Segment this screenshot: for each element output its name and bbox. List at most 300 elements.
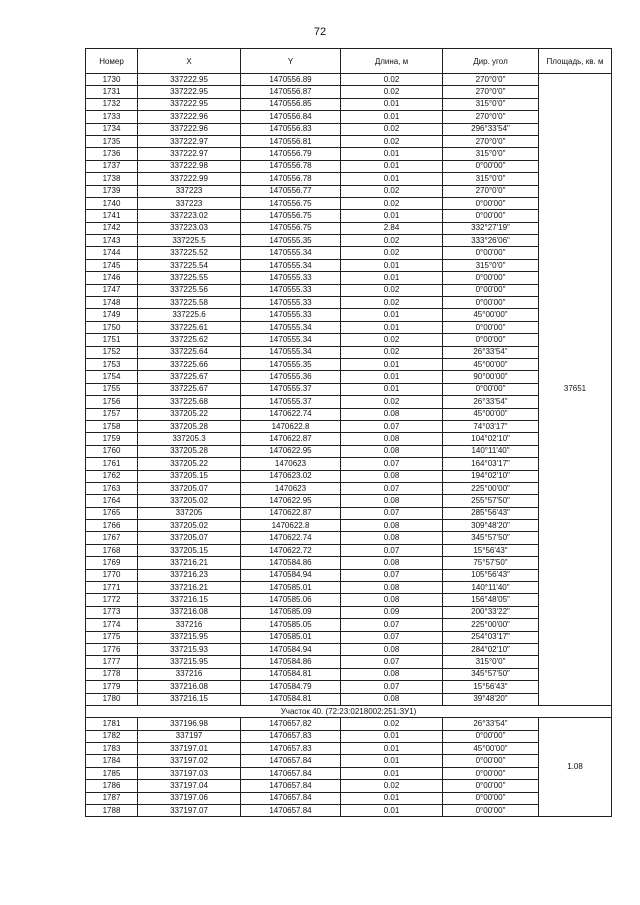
x-coordinate: 337197.01 — [138, 743, 241, 755]
table-row — [86, 569, 612, 581]
point-number: 1780 — [86, 693, 138, 705]
point-number: 1748 — [86, 297, 138, 309]
x-coordinate: 337205.15 — [138, 470, 241, 482]
point-number: 1754 — [86, 371, 138, 383]
bearing-angle: 0°00'00" — [443, 321, 539, 333]
y-coordinate: 1470555.33 — [241, 284, 341, 296]
segment-length: 0.01 — [341, 383, 443, 395]
y-coordinate: 1470555.33 — [241, 309, 341, 321]
x-coordinate: 337205.15 — [138, 544, 241, 556]
table-row — [86, 272, 612, 284]
y-coordinate: 1470623 — [241, 458, 341, 470]
segment-length: 0.02 — [341, 396, 443, 408]
segment-length: 0.02 — [341, 74, 443, 86]
bearing-angle: 309°48'20" — [443, 520, 539, 532]
point-number: 1744 — [86, 247, 138, 259]
table-row — [86, 693, 612, 705]
y-coordinate: 1470623.02 — [241, 470, 341, 482]
point-number: 1731 — [86, 86, 138, 98]
segment-length: 0.02 — [341, 780, 443, 792]
bearing-angle: 105°56'43" — [443, 569, 539, 581]
bearing-angle: 45°00'00" — [443, 743, 539, 755]
x-coordinate: 337222.99 — [138, 173, 241, 185]
table-row — [86, 730, 612, 742]
bearing-angle: 270°0'0" — [443, 135, 539, 147]
segment-length: 0.08 — [341, 433, 443, 445]
section-title: Участок 40. (72:23:0218002:251:ЗУ1) — [86, 705, 612, 717]
segment-length: 0.01 — [341, 259, 443, 271]
segment-length: 0.08 — [341, 643, 443, 655]
point-number: 1779 — [86, 681, 138, 693]
x-coordinate: 337197.02 — [138, 755, 241, 767]
x-coordinate: 337225.62 — [138, 334, 241, 346]
header-y: Y — [241, 49, 341, 74]
bearing-angle: 345°57'50" — [443, 668, 539, 680]
bearing-angle: 26°33'54" — [443, 396, 539, 408]
x-coordinate: 337216 — [138, 668, 241, 680]
bearing-angle: 26°33'54" — [443, 346, 539, 358]
table-row — [86, 507, 612, 519]
x-coordinate: 337222.96 — [138, 123, 241, 135]
segment-length: 0.08 — [341, 557, 443, 569]
table-row — [86, 755, 612, 767]
table-row — [86, 98, 612, 110]
table-row — [86, 309, 612, 321]
table-row — [86, 86, 612, 98]
segment-length: 0.02 — [341, 346, 443, 358]
bearing-angle: 332°27'19" — [443, 222, 539, 234]
point-number: 1761 — [86, 458, 138, 470]
y-coordinate: 1470622.95 — [241, 445, 341, 457]
point-number: 1756 — [86, 396, 138, 408]
point-number: 1732 — [86, 98, 138, 110]
y-coordinate: 1470584.94 — [241, 569, 341, 581]
bearing-angle: 140°11'40" — [443, 582, 539, 594]
x-coordinate: 337197.04 — [138, 780, 241, 792]
table-row — [86, 606, 612, 618]
point-number: 1774 — [86, 619, 138, 631]
x-coordinate: 337215.95 — [138, 656, 241, 668]
x-coordinate: 337225.56 — [138, 284, 241, 296]
y-coordinate: 1470584.86 — [241, 557, 341, 569]
x-coordinate: 337223.03 — [138, 222, 241, 234]
x-coordinate: 337205.3 — [138, 433, 241, 445]
x-coordinate: 337216 — [138, 619, 241, 631]
x-coordinate: 337205.07 — [138, 482, 241, 494]
bearing-angle: 315°0'0" — [443, 173, 539, 185]
x-coordinate: 337222.97 — [138, 148, 241, 160]
table-row — [86, 297, 612, 309]
x-coordinate: 337205.28 — [138, 445, 241, 457]
bearing-angle: 225°00'00" — [443, 482, 539, 494]
x-coordinate: 337216.23 — [138, 569, 241, 581]
segment-length: 0.07 — [341, 482, 443, 494]
x-coordinate: 337205.02 — [138, 495, 241, 507]
point-number: 1738 — [86, 173, 138, 185]
table-row — [86, 358, 612, 370]
bearing-angle: 255°57'50" — [443, 495, 539, 507]
x-coordinate: 337223.02 — [138, 210, 241, 222]
point-number: 1770 — [86, 569, 138, 581]
bearing-angle: 296°33'54" — [443, 123, 539, 135]
segment-length: 0.01 — [341, 767, 443, 779]
bearing-angle: 270°0'0" — [443, 74, 539, 86]
segment-length: 0.02 — [341, 123, 443, 135]
y-coordinate: 1470657.84 — [241, 780, 341, 792]
x-coordinate: 337225.52 — [138, 247, 241, 259]
table-row — [86, 396, 612, 408]
area-value: 1.08 — [539, 718, 612, 817]
point-number: 1765 — [86, 507, 138, 519]
table-row — [86, 718, 612, 730]
x-coordinate: 337223 — [138, 197, 241, 209]
x-coordinate: 337197 — [138, 730, 241, 742]
section-row — [86, 705, 612, 717]
area-value: 37651 — [539, 74, 612, 706]
bearing-angle: 0°00'00" — [443, 334, 539, 346]
bearing-angle: 284°02'10" — [443, 643, 539, 655]
x-coordinate: 337225.66 — [138, 358, 241, 370]
table-row — [86, 631, 612, 643]
x-coordinate: 337222.97 — [138, 135, 241, 147]
bearing-angle: 225°00'00" — [443, 619, 539, 631]
table-row — [86, 334, 612, 346]
x-coordinate: 337216.15 — [138, 594, 241, 606]
segment-length: 0.08 — [341, 495, 443, 507]
bearing-angle: 0°00'00" — [443, 247, 539, 259]
bearing-angle: 200°33'22" — [443, 606, 539, 618]
segment-length: 0.01 — [341, 98, 443, 110]
x-coordinate: 337225.55 — [138, 272, 241, 284]
y-coordinate: 1470556.79 — [241, 148, 341, 160]
point-number: 1786 — [86, 780, 138, 792]
x-coordinate: 337222.96 — [138, 111, 241, 123]
y-coordinate: 1470585.05 — [241, 619, 341, 631]
table-row — [86, 111, 612, 123]
segment-length: 0.01 — [341, 309, 443, 321]
x-coordinate: 337205.07 — [138, 532, 241, 544]
point-number: 1743 — [86, 235, 138, 247]
point-number: 1764 — [86, 495, 138, 507]
table-row — [86, 532, 612, 544]
segment-length: 0.02 — [341, 334, 443, 346]
point-number: 1745 — [86, 259, 138, 271]
bearing-angle: 45°00'00" — [443, 309, 539, 321]
y-coordinate: 1470555.34 — [241, 334, 341, 346]
header-area: Площадь, кв. м — [539, 49, 612, 74]
bearing-angle: 0°00'00" — [443, 210, 539, 222]
x-coordinate: 337197.07 — [138, 805, 241, 817]
bearing-angle: 0°00'00" — [443, 160, 539, 172]
x-coordinate: 337205.22 — [138, 408, 241, 420]
point-number: 1739 — [86, 185, 138, 197]
y-coordinate: 1470556.78 — [241, 160, 341, 172]
bearing-angle: 0°00'00" — [443, 272, 539, 284]
header-x: X — [138, 49, 241, 74]
segment-length: 0.01 — [341, 111, 443, 123]
segment-length: 0.08 — [341, 445, 443, 457]
point-number: 1775 — [86, 631, 138, 643]
segment-length: 0.08 — [341, 470, 443, 482]
bearing-angle: 90°00'00" — [443, 371, 539, 383]
point-number: 1733 — [86, 111, 138, 123]
point-number: 1767 — [86, 532, 138, 544]
y-coordinate: 1470555.34 — [241, 259, 341, 271]
point-number: 1746 — [86, 272, 138, 284]
segment-length: 0.08 — [341, 408, 443, 420]
y-coordinate: 1470555.36 — [241, 371, 341, 383]
table-row — [86, 284, 612, 296]
y-coordinate: 1470555.33 — [241, 272, 341, 284]
y-coordinate: 1470657.84 — [241, 767, 341, 779]
point-number: 1769 — [86, 557, 138, 569]
header-angle: Дир. угол — [443, 49, 539, 74]
x-coordinate: 337223 — [138, 185, 241, 197]
x-coordinate: 337205.28 — [138, 420, 241, 432]
bearing-angle: 45°00'00" — [443, 408, 539, 420]
table-row — [86, 247, 612, 259]
point-number: 1757 — [86, 408, 138, 420]
bearing-angle: 26°33'54" — [443, 718, 539, 730]
segment-length: 0.02 — [341, 718, 443, 730]
table-row — [86, 767, 612, 779]
y-coordinate: 1470556.83 — [241, 123, 341, 135]
table-row — [86, 544, 612, 556]
bearing-angle: 345°57'50" — [443, 532, 539, 544]
header-number: Номер — [86, 49, 138, 74]
point-number: 1750 — [86, 321, 138, 333]
bearing-angle: 140°11'40" — [443, 445, 539, 457]
bearing-angle: 0°00'00" — [443, 383, 539, 395]
point-number: 1784 — [86, 755, 138, 767]
point-number: 1751 — [86, 334, 138, 346]
header-row — [86, 49, 612, 74]
table-row — [86, 383, 612, 395]
point-number: 1759 — [86, 433, 138, 445]
bearing-angle: 164°03'17" — [443, 458, 539, 470]
table-row — [86, 371, 612, 383]
segment-length: 0.07 — [341, 420, 443, 432]
segment-length: 0.02 — [341, 284, 443, 296]
segment-length: 0.07 — [341, 681, 443, 693]
x-coordinate: 337225.67 — [138, 371, 241, 383]
segment-length: 0.08 — [341, 582, 443, 594]
point-number: 1742 — [86, 222, 138, 234]
segment-length: 0.02 — [341, 185, 443, 197]
y-coordinate: 1470556.84 — [241, 111, 341, 123]
x-coordinate: 337197.06 — [138, 792, 241, 804]
segment-length: 0.01 — [341, 148, 443, 160]
y-coordinate: 1470657.84 — [241, 805, 341, 817]
y-coordinate: 1470622.72 — [241, 544, 341, 556]
point-number: 1762 — [86, 470, 138, 482]
x-coordinate: 337225.54 — [138, 259, 241, 271]
y-coordinate: 1470555.33 — [241, 297, 341, 309]
table-row — [86, 594, 612, 606]
segment-length: 0.07 — [341, 656, 443, 668]
x-coordinate: 337216.08 — [138, 606, 241, 618]
table-row — [86, 222, 612, 234]
point-number: 1755 — [86, 383, 138, 395]
x-coordinate: 337225.6 — [138, 309, 241, 321]
y-coordinate: 1470556.87 — [241, 86, 341, 98]
bearing-angle: 75°57'50" — [443, 557, 539, 569]
segment-length: 0.01 — [341, 210, 443, 222]
x-coordinate: 337215.93 — [138, 643, 241, 655]
segment-length: 0.07 — [341, 619, 443, 631]
table-row — [86, 805, 612, 817]
table-row — [86, 668, 612, 680]
table-row — [86, 123, 612, 135]
x-coordinate: 337205.22 — [138, 458, 241, 470]
table-row — [86, 235, 612, 247]
y-coordinate: 1470622.8 — [241, 520, 341, 532]
header-length: Длина, м — [341, 49, 443, 74]
table-row — [86, 420, 612, 432]
point-number: 1787 — [86, 792, 138, 804]
bearing-angle: 0°00'00" — [443, 297, 539, 309]
point-number: 1741 — [86, 210, 138, 222]
segment-length: 0.01 — [341, 358, 443, 370]
x-coordinate: 337205 — [138, 507, 241, 519]
bearing-angle: 15°56'43" — [443, 544, 539, 556]
table-row — [86, 458, 612, 470]
bearing-angle: 270°0'0" — [443, 111, 539, 123]
point-number: 1737 — [86, 160, 138, 172]
point-number: 1758 — [86, 420, 138, 432]
y-coordinate: 1470657.83 — [241, 730, 341, 742]
coordinates-table — [85, 48, 612, 817]
bearing-angle: 315°0'0" — [443, 259, 539, 271]
table-row — [86, 160, 612, 172]
table-row — [86, 681, 612, 693]
y-coordinate: 1470555.34 — [241, 321, 341, 333]
table-row — [86, 321, 612, 333]
bearing-angle: 0°00'00" — [443, 284, 539, 296]
x-coordinate: 337222.95 — [138, 74, 241, 86]
y-coordinate: 1470622.74 — [241, 532, 341, 544]
segment-length: 2.84 — [341, 222, 443, 234]
segment-length: 0.07 — [341, 507, 443, 519]
y-coordinate: 1470585.09 — [241, 606, 341, 618]
segment-length: 0.09 — [341, 606, 443, 618]
y-coordinate: 1470585.01 — [241, 582, 341, 594]
y-coordinate: 1470623 — [241, 482, 341, 494]
y-coordinate: 1470622.95 — [241, 495, 341, 507]
table-row — [86, 780, 612, 792]
bearing-angle: 104°02'10" — [443, 433, 539, 445]
y-coordinate: 1470657.83 — [241, 743, 341, 755]
point-number: 1740 — [86, 197, 138, 209]
point-number: 1782 — [86, 730, 138, 742]
y-coordinate: 1470657.82 — [241, 718, 341, 730]
table-row — [86, 495, 612, 507]
point-number: 1768 — [86, 544, 138, 556]
segment-length: 0.07 — [341, 544, 443, 556]
segment-length: 0.08 — [341, 693, 443, 705]
segment-length: 0.08 — [341, 668, 443, 680]
x-coordinate: 337215.95 — [138, 631, 241, 643]
point-number: 1771 — [86, 582, 138, 594]
segment-length: 0.02 — [341, 247, 443, 259]
segment-length: 0.07 — [341, 569, 443, 581]
x-coordinate: 337196.98 — [138, 718, 241, 730]
table-row — [86, 743, 612, 755]
table-row — [86, 346, 612, 358]
table-row — [86, 259, 612, 271]
segment-length: 0.08 — [341, 594, 443, 606]
segment-length: 0.01 — [341, 160, 443, 172]
bearing-angle: 156°48'05" — [443, 594, 539, 606]
x-coordinate: 337225.58 — [138, 297, 241, 309]
table-row — [86, 210, 612, 222]
x-coordinate: 337222.95 — [138, 86, 241, 98]
y-coordinate: 1470555.34 — [241, 247, 341, 259]
segment-length: 0.01 — [341, 321, 443, 333]
x-coordinate: 337222.98 — [138, 160, 241, 172]
segment-length: 0.01 — [341, 371, 443, 383]
segment-length: 0.08 — [341, 532, 443, 544]
bearing-angle: 315°0'0" — [443, 656, 539, 668]
bearing-angle: 333°26'06" — [443, 235, 539, 247]
point-number: 1776 — [86, 643, 138, 655]
y-coordinate: 1470556.78 — [241, 173, 341, 185]
bearing-angle: 194°02'10" — [443, 470, 539, 482]
x-coordinate: 337225.5 — [138, 235, 241, 247]
point-number: 1773 — [86, 606, 138, 618]
y-coordinate: 1470555.35 — [241, 358, 341, 370]
bearing-angle: 270°0'0" — [443, 185, 539, 197]
y-coordinate: 1470555.37 — [241, 396, 341, 408]
y-coordinate: 1470584.81 — [241, 693, 341, 705]
table-row — [86, 173, 612, 185]
bearing-angle: 270°0'0" — [443, 86, 539, 98]
y-coordinate: 1470622.8 — [241, 420, 341, 432]
segment-length: 0.01 — [341, 743, 443, 755]
table-row — [86, 74, 612, 86]
y-coordinate: 1470555.34 — [241, 346, 341, 358]
point-number: 1788 — [86, 805, 138, 817]
y-coordinate: 1470556.81 — [241, 135, 341, 147]
point-number: 1766 — [86, 520, 138, 532]
bearing-angle: 0°00'00" — [443, 805, 539, 817]
segment-length: 0.01 — [341, 730, 443, 742]
bearing-angle: 315°0'0" — [443, 98, 539, 110]
bearing-angle: 254°03'17" — [443, 631, 539, 643]
table-row — [86, 445, 612, 457]
segment-length: 0.07 — [341, 631, 443, 643]
segment-length: 0.02 — [341, 297, 443, 309]
bearing-angle: 0°00'00" — [443, 755, 539, 767]
x-coordinate: 337197.03 — [138, 767, 241, 779]
table-row — [86, 792, 612, 804]
segment-length: 0.01 — [341, 792, 443, 804]
bearing-angle: 0°00'00" — [443, 197, 539, 209]
y-coordinate: 1470657.84 — [241, 755, 341, 767]
table-row — [86, 148, 612, 160]
y-coordinate: 1470657.84 — [241, 792, 341, 804]
table-row — [86, 482, 612, 494]
point-number: 1763 — [86, 482, 138, 494]
x-coordinate: 337222.95 — [138, 98, 241, 110]
y-coordinate: 1470584.79 — [241, 681, 341, 693]
point-number: 1777 — [86, 656, 138, 668]
point-number: 1753 — [86, 358, 138, 370]
point-number: 1772 — [86, 594, 138, 606]
x-coordinate: 337216.21 — [138, 557, 241, 569]
y-coordinate: 1470585.01 — [241, 631, 341, 643]
x-coordinate: 337225.61 — [138, 321, 241, 333]
